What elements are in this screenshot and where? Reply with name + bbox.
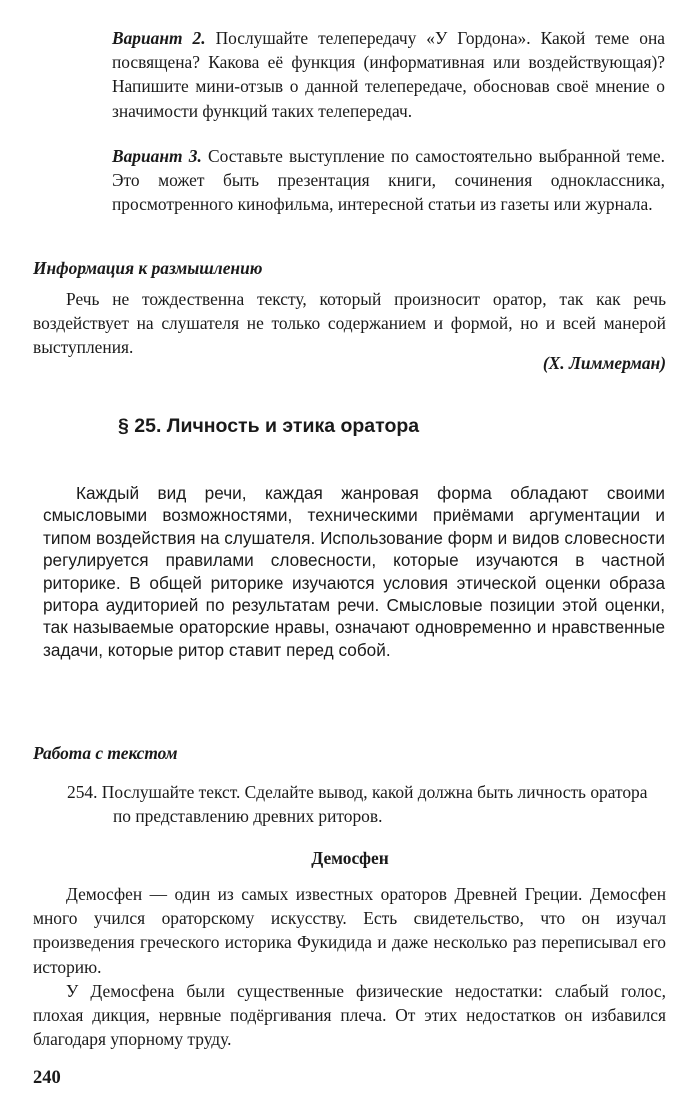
variant-3-paragraph: [112, 144, 665, 217]
story-paragraph-2: У Демосфена были существенные физические недостатки: слабый голос, плохая дикция, нервные подёргивания плеча. От этих недостатков он избавился благодаря упорному труду.: [33, 980, 666, 1050]
quote-author: (Х. Лиммерман): [542, 353, 666, 373]
section-title: § 25. Личность и этика оратора: [118, 415, 420, 437]
info-heading: Информация к размышлению: [33, 258, 263, 278]
page-number: 240: [33, 1068, 61, 1088]
variant-2-text: Послушайте телепередачу «У Гордона». Какой теме она посвящена? Какова её функция (информативная или воздействующая)? Напишите мини-отзыв о данной телепередаче, обосновав своё мнение о значимости функций таких телепередач.: [112, 28, 665, 121]
variant-2-paragraph: [112, 26, 665, 123]
story-paragraph-1: Демосфен — один из самых известных ораторов Древней Греции. Демосфен много учился ораторскому искусству. Есть свидетельство, что он изучал произведения греческого историка Фукидида и даже несколько раз переписывал его историю.: [33, 884, 666, 977]
exercise-254: 254. Послушайте текст. Сделайте вывод, какой должна быть личность оратора по представлению древних риторов.: [67, 782, 648, 827]
story-text: [33, 882, 666, 1051]
variant-3-label: Вариант 3.: [112, 146, 202, 166]
variant-2-label: Вариант 2.: [112, 28, 206, 48]
section-body: [43, 482, 665, 661]
variant-3-text: Составьте выступление по самостоятельно выбранной теме. Это может быть презентация книги, сочинения одноклассника, просмотренного кинофильма, интересной статьи из газеты или журнала.: [112, 146, 665, 215]
section-body-text: Каждый вид речи, каждая жанровая форма обладают своими смысловыми возможностями, техническими приёмами аргументации и типом воздействия на слушателя. Использование форм и видов словесности регулируется правилами словесности, которые изучаются в частной риторике. В общей риторике изучаются условия этической оценки образа ритора аудиторией по результатам речи. Смысловые позиции этой оценки, так называемые ораторские нравы, означают одновременно и нравственные задачи, которые ритор ставит перед собой.: [43, 483, 665, 660]
text-title: Демосфен: [311, 848, 389, 868]
work-heading: Работа с текстом: [33, 743, 178, 763]
info-quote-text: Речь не тождественна тексту, который произносит оратор, так как речь воздействует на слушателя не только содержанием и формой, но и всей манерой выступления.: [33, 289, 666, 358]
info-quote: [33, 287, 666, 360]
